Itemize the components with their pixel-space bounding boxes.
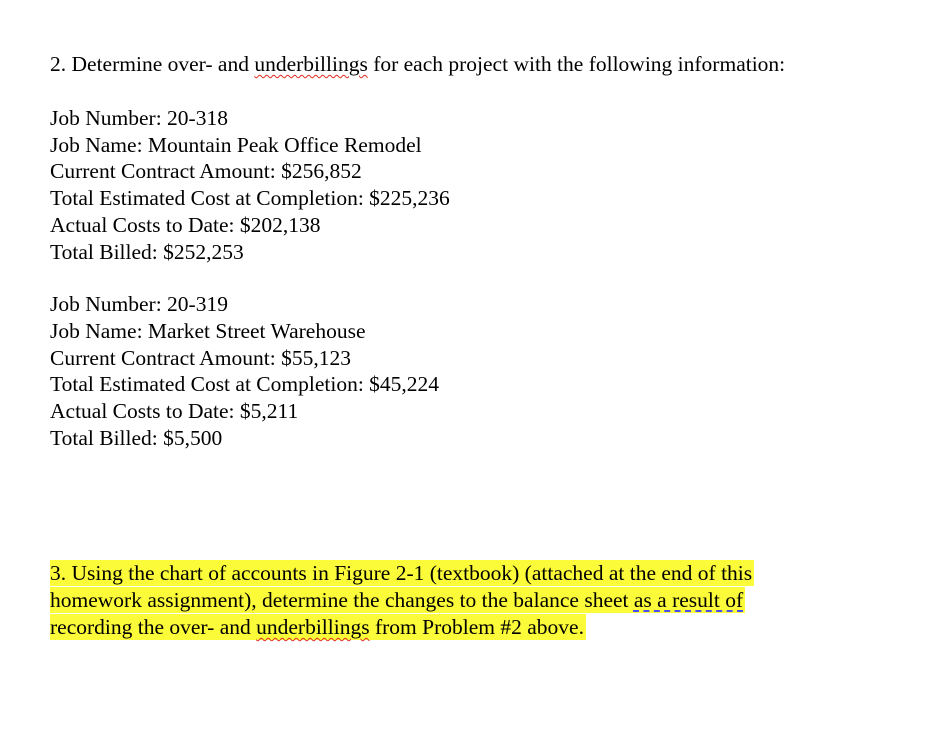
question-3-line-3	[50, 614, 586, 640]
highlighted-text	[50, 614, 586, 640]
highlighted-text: 3. Using the chart of accounts in Figure 2-1 (textbook) (attached at the end of this	[50, 561, 753, 585]
job-name: Job Name: Mountain Peak Office Remodel	[50, 133, 422, 157]
spelling-flagged-word[interactable]: underbillings	[256, 615, 370, 639]
actual-costs: Actual Costs to Date: $202,138	[50, 213, 321, 237]
highlighted-text	[50, 587, 745, 613]
job-name: Job Name: Market Street Warehouse	[50, 319, 366, 343]
question-3-line-2	[50, 587, 745, 613]
line-text: from Problem #2 above.	[369, 615, 584, 639]
line-text: recording the over- and	[50, 615, 257, 639]
estimated-cost: Total Estimated Cost at Completion: $45,224	[50, 372, 440, 396]
actual-costs: Actual Costs to Date: $5,211	[50, 399, 299, 423]
total-billed: Total Billed: $252,253	[50, 240, 244, 264]
question-2-prompt	[50, 51, 785, 77]
prompt-text-end: for each project with the following information:	[367, 52, 786, 76]
prompt-text-start: 2. Determine over- and	[50, 52, 255, 76]
contract-amount: Current Contract Amount: $55,123	[50, 346, 351, 370]
total-billed: Total Billed: $5,500	[50, 426, 223, 450]
contract-amount: Current Contract Amount: $256,852	[50, 159, 362, 183]
question-3-line-1	[50, 560, 754, 586]
job-number: Job Number: 20-319	[50, 292, 228, 316]
spelling-flagged-word[interactable]: underbillings	[254, 52, 368, 76]
grammar-flagged-phrase[interactable]: as a result of	[633, 588, 744, 612]
estimated-cost: Total Estimated Cost at Completion: $225,236	[50, 186, 450, 210]
line-text: homework assignment), determine the changes to the balance sheet	[50, 588, 634, 612]
job-number: Job Number: 20-318	[50, 106, 228, 130]
